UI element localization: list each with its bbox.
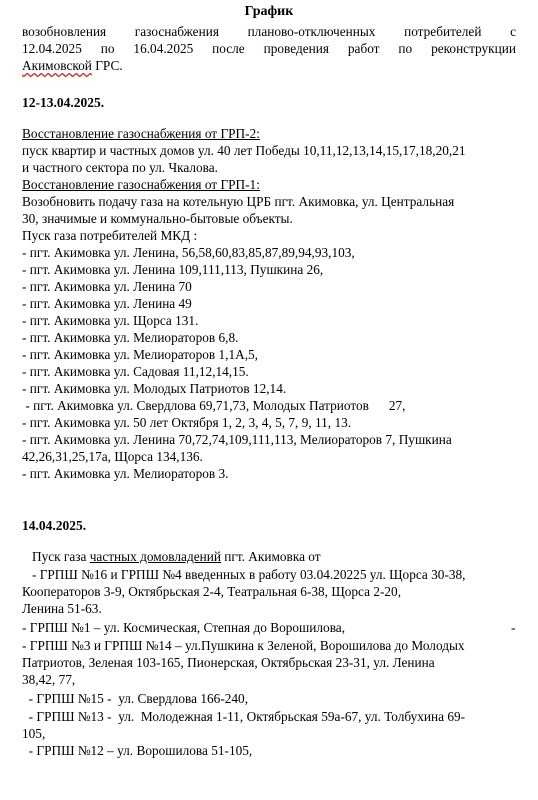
grpsh-line: - ГРПШ №13 - ул. Молодежная 1-11, Октябрьская 59а-67, ул. Толбухина 69-	[22, 709, 466, 724]
grp1-heading: Восстановление газоснабжения от ГРП-1:	[22, 177, 260, 192]
lead-text: Пуск газа	[22, 549, 90, 564]
list-item: - пгт. Акимовка ул. Молодых Патриотов 12,14.	[22, 381, 287, 396]
list-item: - пгт. Акимовка ул. Ленина 109,111,113, Пушкина 26,	[22, 262, 324, 277]
list-item: - пгт. Акимовка ул. Щорса 131.	[22, 313, 199, 328]
intro-line-3	[22, 58, 123, 74]
list-item: - пгт. Акимовка ул. Свердлова 69,71,73, Молодых Патриотов 27,	[22, 398, 406, 413]
grpsh-line: Патриотов, Зеленая 103-165, Пионерская, Октябрьская 23-31, ул. Ленина	[22, 655, 435, 670]
grpsh-line: - ГРПШ №15 - ул. Свердлова 166-240,	[22, 691, 249, 706]
intro-line-3-rest: ГРС.	[91, 58, 123, 73]
intro-line-1: возобновления газоснабжения планово-отключенных потребителей с	[22, 24, 516, 39]
grpsh-line: 38,42, 77,	[22, 672, 76, 687]
list-item: - пгт. Акимовка ул. Ленина, 56,58,60,83,85,87,89,94,93,103,	[22, 245, 355, 260]
list-item: - пгт. Акимовка ул. Садовая 11,12,14,15.	[22, 364, 249, 379]
lead-text-end: пгт. Акимовка от	[220, 549, 321, 564]
grp2-heading: Восстановление газоснабжения от ГРП-2:	[22, 126, 260, 141]
list-item: - пгт. Акимовка ул. Ленина 70	[22, 279, 192, 294]
grp1-line-1	[22, 194, 454, 210]
list-item: - пгт. Акимовка ул. Мелиораторов 1,1А,5,	[22, 347, 258, 362]
list-item: - пгт. Акимовка ул. Мелиораторов 6,8.	[22, 330, 239, 345]
grp2-line-1: пуск квартир и частных домов ул. 40 лет Победы 10,11,12,13,14,15,17,18,20,21	[22, 143, 466, 158]
grpsh-line: - ГРПШ №12 – ул. Ворошилова 51-105,	[22, 743, 253, 758]
lead-underlined: частных домовладений	[89, 549, 221, 564]
grpsh-line: Ленина 51-63.	[22, 601, 102, 616]
list-item: - пгт. Акимовка ул. Мелиораторов 3.	[22, 466, 229, 481]
list-item: 42,26,31,25,17а, Щорса 134,136.	[22, 449, 203, 464]
grp2-line-2: и частного сектора по ул. Чкалова.	[22, 160, 218, 175]
mkd-heading: Пуск газа потребителей МКД :	[22, 228, 198, 243]
grpsh-line: Кооператоров 3-9, Октябрьская 2-4, Театральная 6-38, Щорса 2-20,	[22, 584, 402, 599]
intro-line-2: 12.04.2025 по 16.04.2025 после проведения работ по реконструкции	[22, 41, 516, 56]
trailing-dash: -	[511, 620, 516, 635]
section2-lead	[22, 549, 321, 565]
grp1-line-1-text: Возобновить подачу газа на котельную ЦРБ пгт. Акимовка, ул. Центральная	[22, 194, 455, 209]
grpsh-line: 105,	[22, 726, 46, 741]
grp1-line-2: 30, значимые и коммунально-бытовые объекты.	[22, 211, 293, 226]
grpsh-line: - ГРПШ №16 и ГРПШ №4 введенных в работу 03.04.20225 ул. Щорса 30-38,	[22, 567, 466, 582]
list-item: - пгт. Акимовка ул. Ленина 70,72,74,109,111,113, Мелиораторов 7, Пушкина	[22, 432, 452, 447]
misspelled-word: Акимовской	[22, 58, 92, 73]
document-title: График	[244, 4, 294, 19]
grpsh-line: - ГРПШ №1 – ул. Космическая, Степная до Ворошилова,	[22, 620, 346, 635]
section-date-14: 14.04.2025.	[22, 518, 87, 533]
section-date-12-13: 12-13.04.2025.	[22, 95, 105, 110]
list-item: - пгт. Акимовка ул. Ленина 49	[22, 296, 192, 311]
grpsh-line: - ГРПШ №3 и ГРПШ №14 – ул.Пушкина к Зеленой, Ворошилова до Молодых	[22, 638, 465, 653]
list-item: - пгт. Акимовка ул. 50 лет Октября 1, 2, 3, 4, 5, 7, 9, 11, 13.	[22, 415, 352, 430]
